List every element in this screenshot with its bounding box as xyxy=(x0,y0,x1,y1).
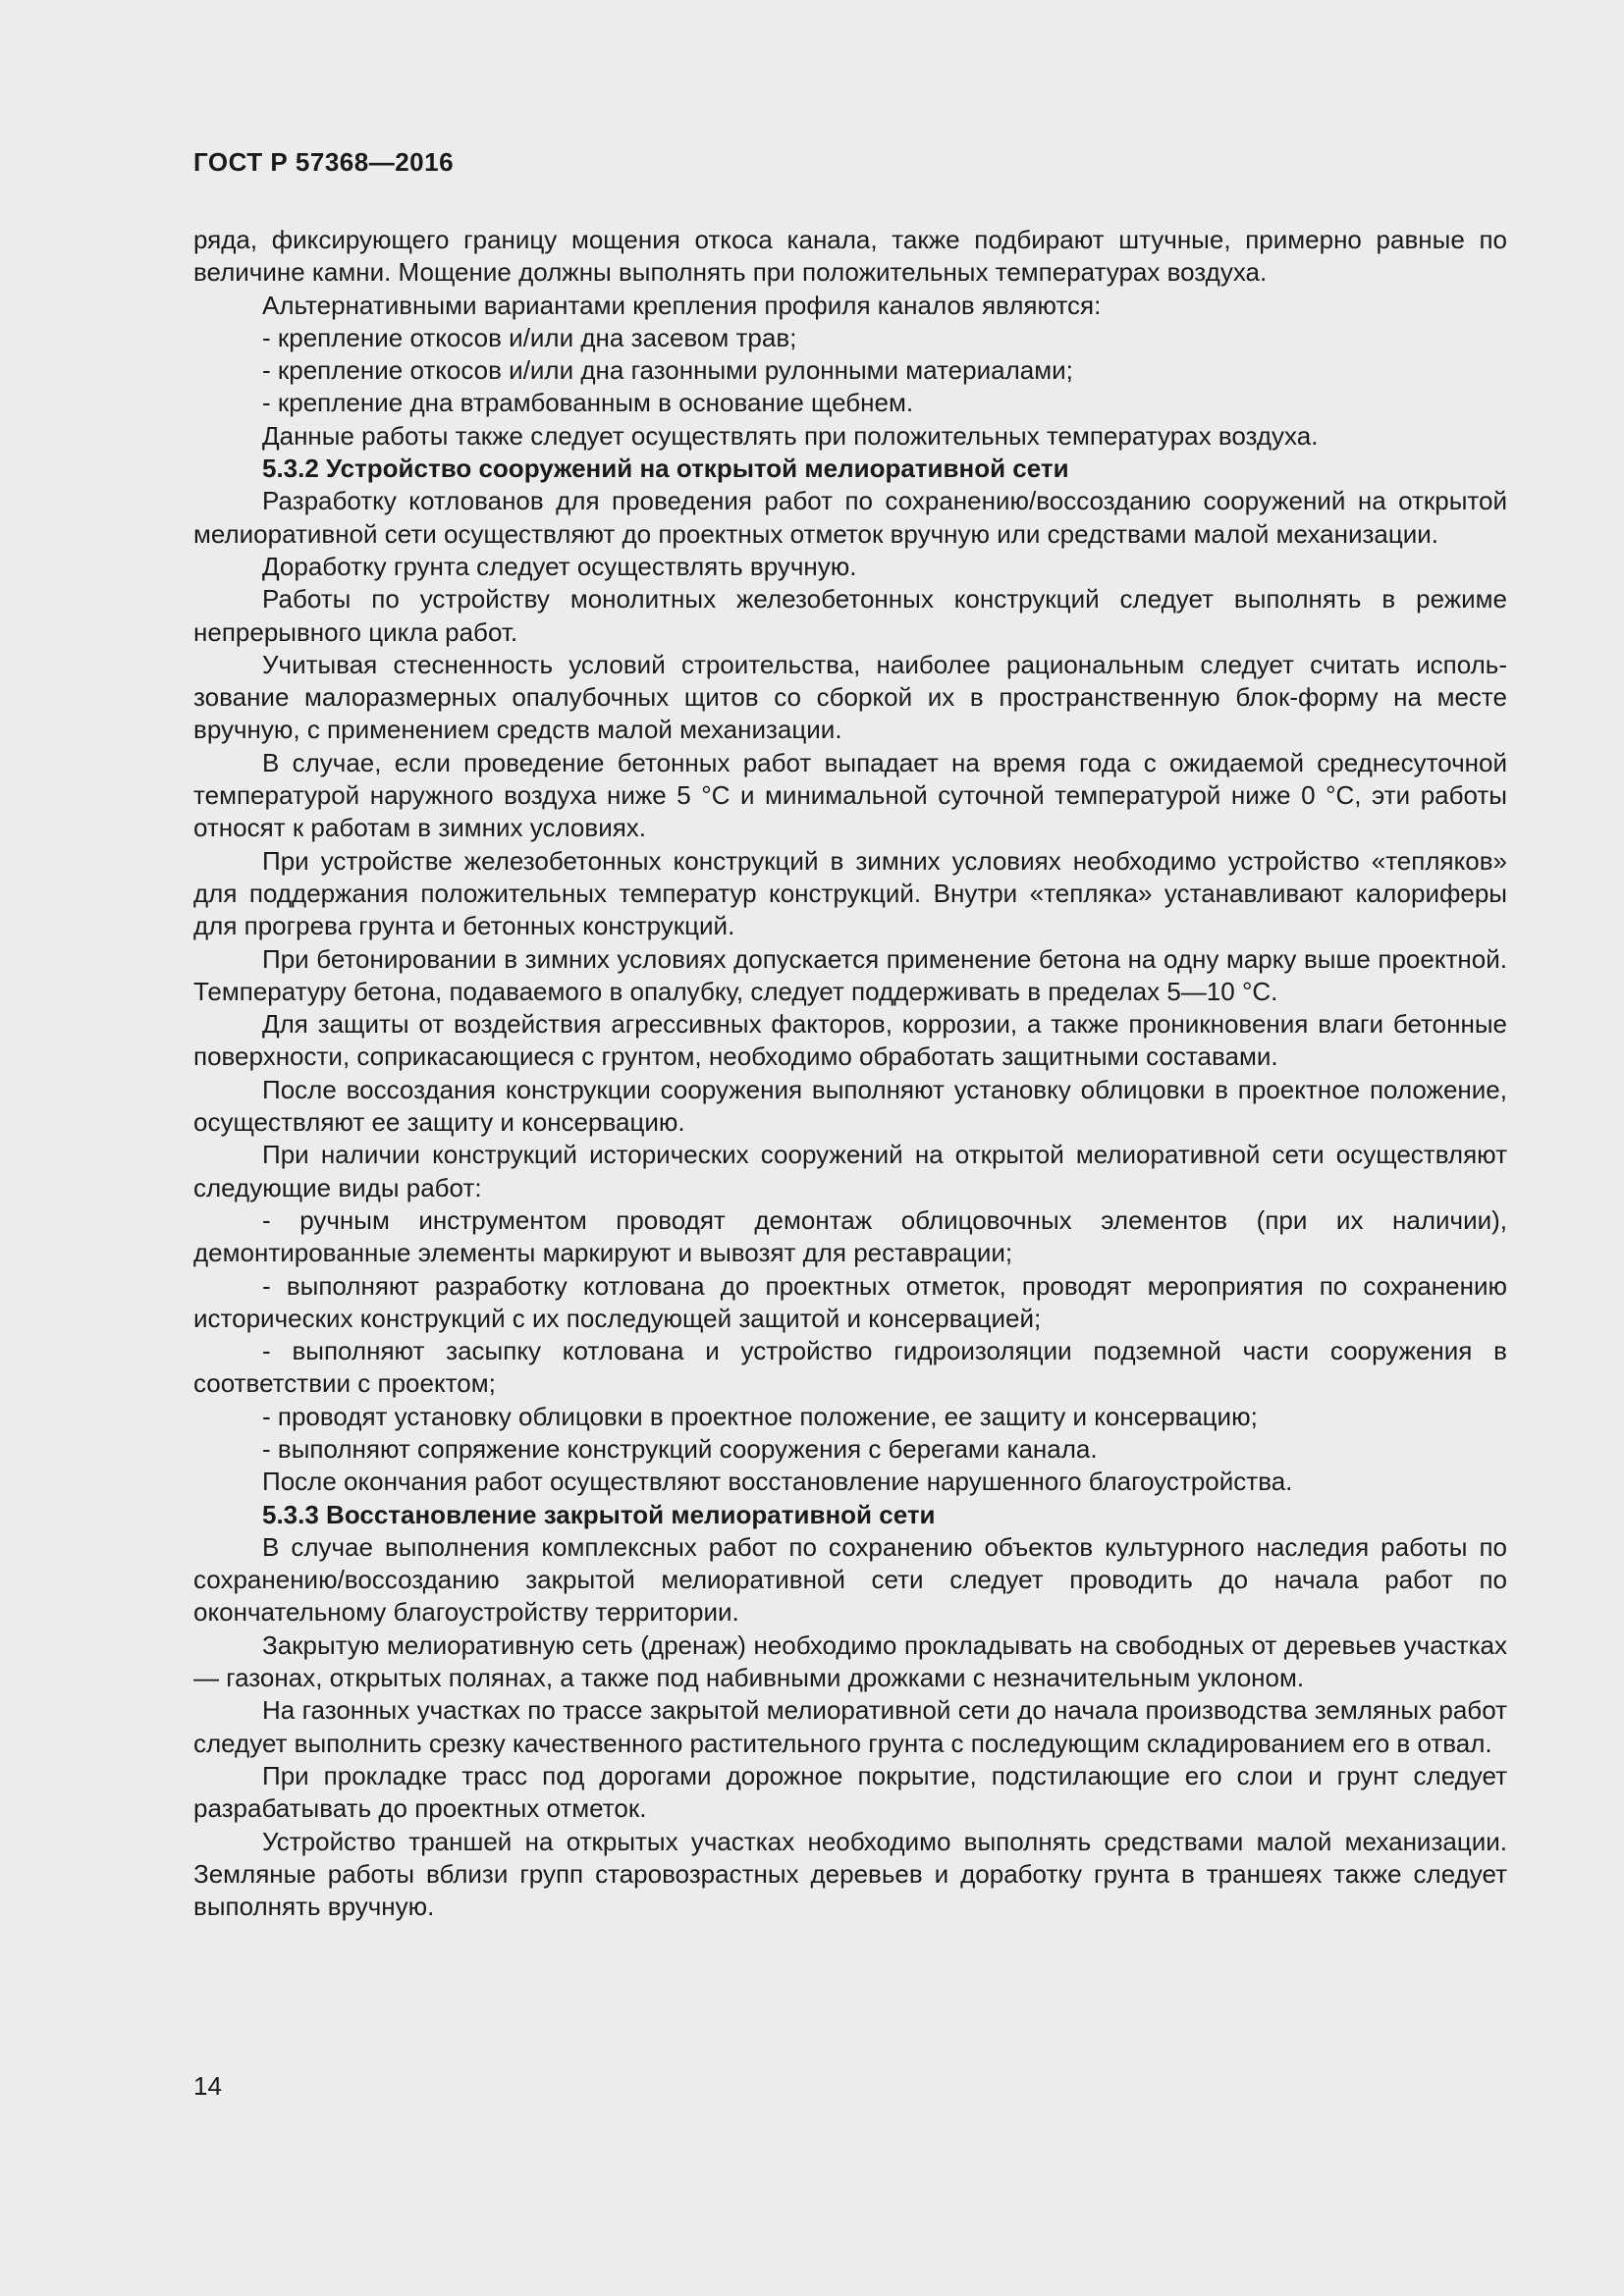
paragraph: Учитывая стесненность условий строительства, наиболее рациональным следует считать использование малоразмерных опалубочных щитов со сборкой их в пространственную блок-форму на месте вручную, с применением средств малой механизации. xyxy=(193,649,1507,745)
paragraph-continuation: ряда, фиксирующего границу мощения откоса канала, также подбирают штучные, примерно равные по величине камни. Мощение должны выполнять при положительных температурах воздуха. xyxy=(193,225,1507,288)
paragraph: При бетонировании в зимних условиях допускается применение бетона на одну марку выше проектной. Температуру бетона, подаваемого в опалубку, следует поддерживать в пределах 5—10 °С. xyxy=(193,943,1507,1006)
paragraph: В случае, если проведение бетонных работ выпадает на время года с ожидаемой среднесуточной температурой наружного воздуха ниже 5 °С и минимальной суточной температурой ниже 0 °С, эти работы относят к работам в зимних условиях. xyxy=(193,747,1507,843)
paragraph: В случае выполнения комплексных работ по сохранению объектов культурного наследия работы по сохранению/воссозданию закрытой мелиоративной сети следует проводить до начала работ по окончательному благоустройству территории. xyxy=(193,1531,1507,1628)
list-item: - проводят установку облицовки в проектное положение, ее защиту и консервацию; xyxy=(262,1401,1258,1431)
paragraph: При наличии конструкций исторических сооружений на открытой мелиоративной сети осуществляют следующие виды работ: xyxy=(193,1140,1507,1202)
paragraph: После окончания работ осуществляют восстановление нарушенного благоустройства. xyxy=(262,1467,1293,1497)
list-item: - крепление откосов и/или дна газонными рулонными материалами; xyxy=(262,355,1073,386)
document-body xyxy=(193,224,1507,1923)
paragraph: Данные работы также следует осуществлять при положительных температурах воздуха. xyxy=(262,420,1319,451)
paragraph: Доработку грунта следует осуществлять вручную. xyxy=(262,551,857,581)
list-item: - выполняют разработку котлована до проектных отметок, проводят мероприятия по сохранению исторических конструкций с их последующей защитой и консервацией; xyxy=(193,1270,1507,1333)
page-number: 14 xyxy=(193,2071,222,2101)
paragraph: Закрытую мелиоративную сеть (дренаж) необходимо прокладывать на свободных от деревьев участках — газонах, открытых полянах, а также под набивными дрожками с незначительным уклоном. xyxy=(193,1629,1507,1693)
paragraph: На газонных участках по трассе закрытой мелиоративной сети до начала производства земляных работ следует выполнить срезку качественного растительного грунта с последующим складированием его в отвал. xyxy=(193,1695,1507,1758)
paragraph: При прокладке трасс под дорогами дорожное покрытие, подстилающие его слои и грунт следует разрабатывать до проектных отметок. xyxy=(193,1760,1507,1824)
paragraph: Устройство траншей на открытых участках необходимо выполнять средствами малой механизации. Земляные работы вблизи групп старовозрастных деревьев и доработку грунта в траншеях также следует выполнять вручную. xyxy=(193,1826,1507,1922)
list-item: - выполняют засыпку котлована и устройство гидроизоляции подземной части сооружения в соответствии с проектом; xyxy=(193,1336,1507,1399)
paragraph: Альтернативными вариантами крепления профиля каналов являются: xyxy=(262,290,1102,320)
list-item: - выполняют сопряжение конструкций сооружения с берегами канала. xyxy=(262,1433,1098,1464)
paragraph: После воссоздания конструкции сооружения выполняют установку облицовки в проектное положение, осуществляют ее защиту и консервацию. xyxy=(193,1074,1507,1138)
list-item: - крепление откосов и/или дна засевом трав; xyxy=(262,322,797,352)
paragraph: Работы по устройству монолитных железобетонных конструкций следует выполнять в режиме непрерывного цикла работ. xyxy=(193,584,1507,647)
standard-code-header: ГОСТ Р 57368—2016 xyxy=(193,147,455,177)
list-item: - крепление дна втрамбованным в основание щебнем. xyxy=(262,388,914,418)
section-heading-5-3-2: 5.3.2 Устройство сооружений на открытой мелиоративной сети xyxy=(262,454,1069,484)
section-heading-5-3-3: 5.3.3 Восстановление закрытой мелиоративной сети xyxy=(262,1499,936,1529)
paragraph: Разработку котлованов для проведения работ по сохранению/воссозданию сооружений на открытой мелиоративной сети осуществляют до проектных отметок вручную или средствами малой механизации. xyxy=(193,486,1507,549)
paragraph: Для защиты от воздействия агрессивных факторов, коррозии, а также проникновения влаги бетонные поверхности, соприкасающиеся с грунтом, необходимо обработать защитными составами. xyxy=(193,1009,1507,1072)
list-item: - ручным инструментом проводят демонтаж облицовочных элементов (при их наличии), демонтированные элементы маркируют и вывозят для реставрации; xyxy=(193,1204,1507,1268)
paragraph: При устройстве железобетонных конструкций в зимних условиях необходимо устройство «тепляков» для поддержания положительных температур конструкций. Внутри «тепляка» устанавливают калориферы для прогрева грунта и бетонных конструкций. xyxy=(193,845,1507,941)
